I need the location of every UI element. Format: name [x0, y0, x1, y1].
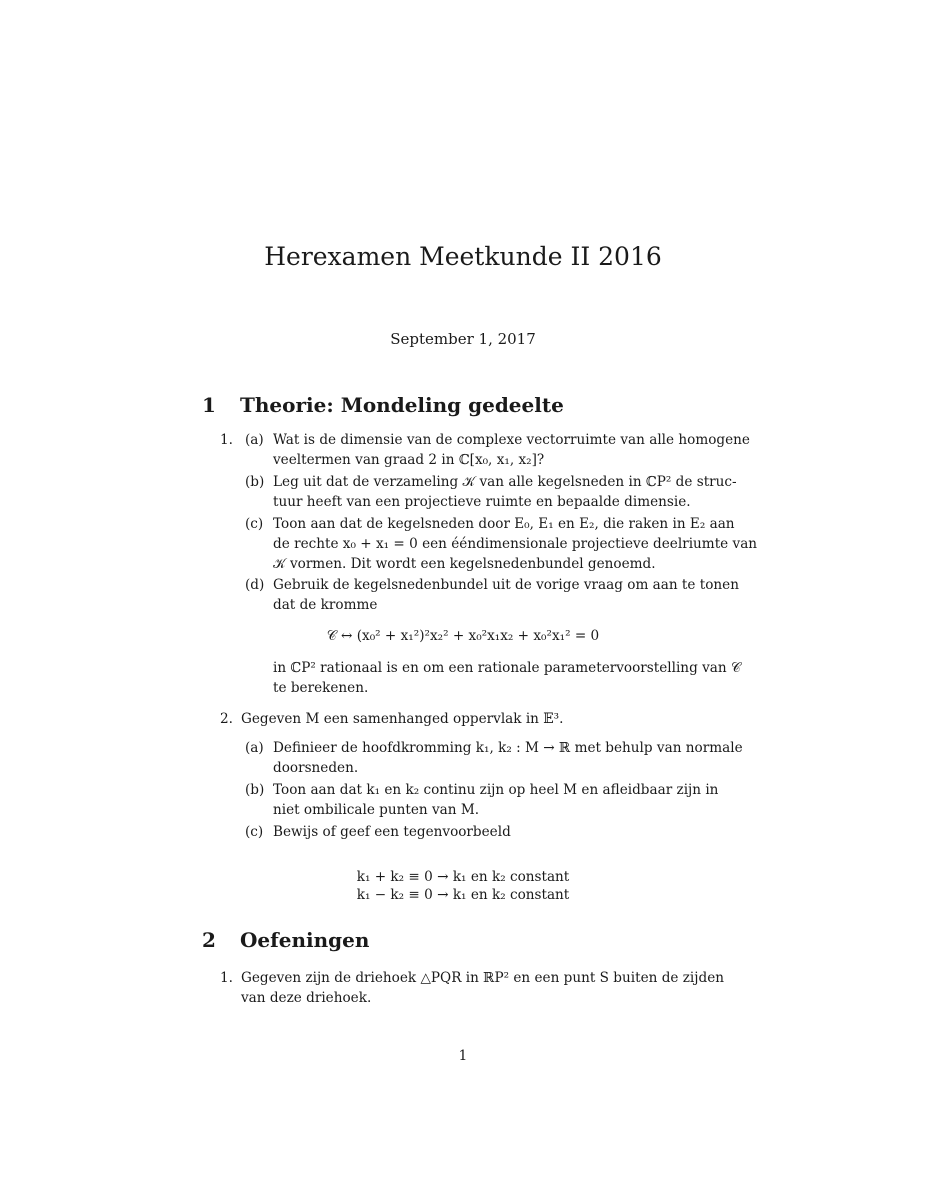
question-number: 2.: [220, 711, 233, 727]
text-line: veeltermen van graad 2 in ℂ[x₀, x₁, x₂]?: [273, 452, 545, 468]
subquestion-label: (a): [245, 432, 264, 448]
text-line: tuur heeft van een projectieve ruimte en bepaalde dimensie.: [273, 494, 691, 510]
question-1c-text: [273, 514, 757, 574]
subquestion-label: (b): [245, 474, 265, 490]
section-title: Theorie: Mondeling gedeelte: [240, 393, 564, 417]
question-number: 1.: [220, 432, 233, 448]
text-line: Toon aan dat k₁ en k₂ continu zijn op heel M en afleidbaar zijn in: [273, 782, 719, 798]
text-line: Leg uit dat de verzameling 𝒦 van alle kegelsneden in ℂP² de struc-: [273, 474, 737, 490]
subquestion-label: (c): [245, 516, 264, 532]
subquestion-label: (d): [245, 577, 265, 593]
text-line: 𝒦 vormen. Dit wordt een kegelsnedenbundel genoemd.: [273, 556, 656, 572]
text-line: te berekenen.: [273, 680, 369, 696]
document-title: Herexamen Meetkunde II 2016: [264, 242, 662, 271]
display-equation: k₁ + k₂ ≡ 0 → k₁ en k₂ constant: [356, 869, 570, 885]
display-equation: k₁ − k₂ ≡ 0 → k₁ en k₂ constant: [356, 887, 570, 903]
text-line: de rechte x₀ + x₁ = 0 een ééndimensionale projectieve deelriumte van: [273, 536, 758, 552]
subquestion-label: (b): [245, 782, 265, 798]
question-2b-text: [273, 780, 718, 820]
page-number: 1: [458, 1048, 468, 1064]
question-1d-text-cont: [273, 658, 741, 698]
question-2c-text: Bewijs of geef een tegenvoorbeeld: [273, 824, 511, 840]
subquestion-label: (c): [245, 824, 264, 840]
text-line: Gegeven zijn de driehoek △PQR in ℝP² en een punt S buiten de zijden: [241, 970, 724, 986]
display-equation: 𝒞 ↔ (x₀² + x₁²)²x₂² + x₀²x₁x₂ + x₀²x₁² = 0: [326, 628, 600, 644]
question-1b-text: [273, 472, 737, 512]
section-heading-2: [202, 928, 369, 952]
exercise-1-text: [241, 968, 724, 1008]
section-number: 2: [202, 928, 216, 952]
section-number: 1: [202, 393, 216, 417]
subquestion-label: (a): [245, 740, 264, 756]
question-2a-text: [273, 738, 743, 778]
question-2-intro: Gegeven M een samenhanged oppervlak in 𝔼³.: [241, 711, 564, 727]
text-line: van deze driehoek.: [241, 990, 372, 1006]
text-line: Gebruik de kegelsnedenbundel uit de vorige vraag om aan te tonen: [273, 577, 739, 593]
question-1a-text: [273, 430, 750, 470]
text-line: Wat is de dimensie van de complexe vectorruimte van alle homogene: [273, 432, 750, 448]
text-line: Definieer de hoofdkromming k₁, k₂ : M → ℝ met behulp van normale: [273, 740, 743, 756]
section-heading-1: [202, 393, 564, 417]
text-line: in ℂP² rationaal is en om een rationale parametervoorstelling van 𝒞: [273, 660, 741, 676]
question-1d-text: [273, 575, 739, 615]
text-line: Toon aan dat de kegelsneden door E₀, E₁ en E₂, die raken in E₂ aan: [273, 516, 735, 532]
text-line: niet ombilicale punten van M.: [273, 802, 480, 818]
text-line: dat de kromme: [273, 597, 378, 613]
document-date: September 1, 2017: [390, 330, 536, 348]
section-title: Oefeningen: [240, 928, 370, 952]
exercise-number: 1.: [220, 970, 233, 986]
text-line: doorsneden.: [273, 760, 359, 776]
